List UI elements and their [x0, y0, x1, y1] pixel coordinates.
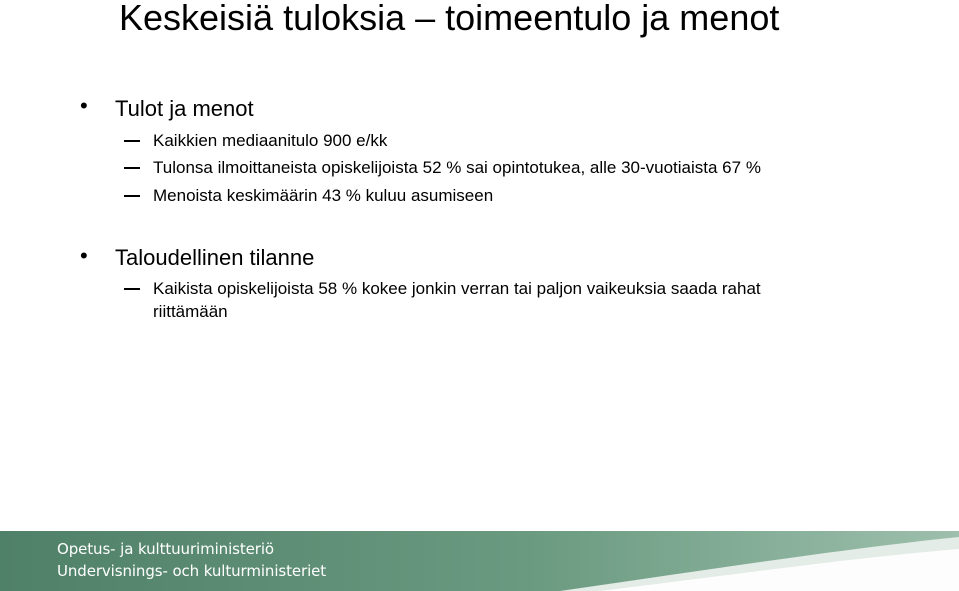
list-item-text: riittämään — [153, 302, 228, 321]
dash-icon — [124, 167, 140, 169]
dash-icon — [124, 140, 140, 142]
section-heading: Taloudellinen tilanne — [115, 245, 315, 270]
list-item-text: Kaikista opiskelijoista 58 % kokee jonkin verran tai paljon vaikeuksia saada rahat — [153, 279, 761, 298]
dash-icon — [124, 195, 140, 197]
slide-title: Keskeisiä tuloksia – toimeentulo ja menot — [119, 0, 780, 38]
bullet-dot-icon: • — [80, 243, 88, 268]
footer-ministry-swedish: Undervisnings- och kulturministeriet — [57, 562, 327, 580]
footer-band — [0, 531, 959, 591]
bullet-dot-icon: • — [80, 93, 88, 118]
list-item-text: Menoista keskimäärin 43 % kuluu asumiseen — [153, 186, 494, 205]
footer-ministry-finnish: Opetus- ja kulttuuriministeriö — [57, 540, 274, 558]
dash-icon — [124, 288, 140, 290]
list-item-text: Kaikkien mediaanitulo 900 e/kk — [153, 131, 388, 150]
section-heading: Tulot ja menot — [115, 96, 254, 121]
list-item-text: Tulonsa ilmoittaneista opiskelijoista 52 % sai opintotukea, alle 30-vuotiaista 67 % — [153, 158, 761, 177]
